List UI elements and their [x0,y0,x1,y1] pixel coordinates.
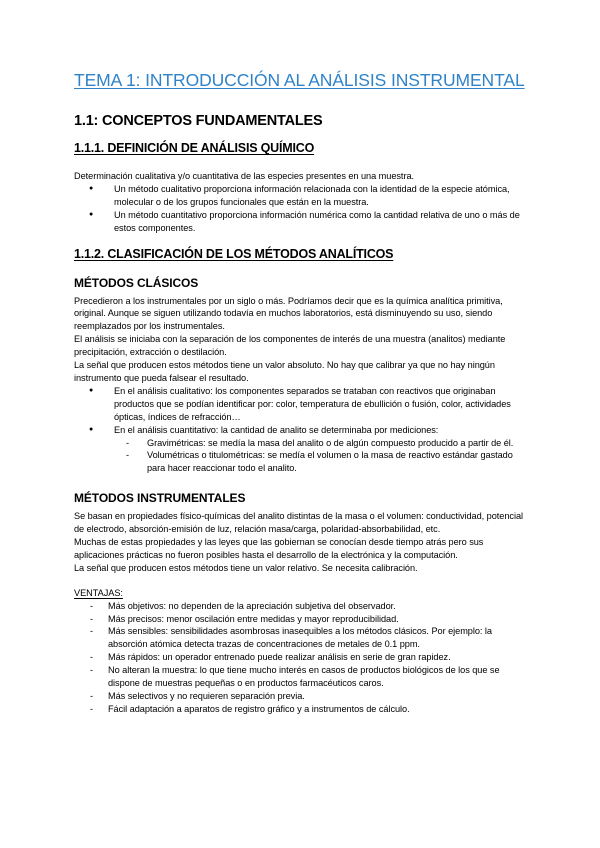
list-item: ● Un método cualitativo proporciona información relacionada con la identidad de la especie atómica, molecular o de los grupos funcionales que están en la muestra. [74,183,525,209]
list-item: - Volumétricas o titulométricas: se medía el volumen o la masa de reactivo estándar gastado para hacer reaccionar todo el analito. [74,449,525,475]
list-item: ● En el análisis cualitativo: los componentes separados se trataban con reactivos que originaban productos que se podían identificar por: color, temperatura de ebullición o fusión, color, actividades ópticas, índices de refracción… [74,385,525,424]
list-item: ● En el análisis cuantitativo: la cantidad de analito se determinaba por mediciones: [74,424,525,437]
paragraph: Precedieron a los instrumentales por un siglo o más. Podríamos decir que es la química analítica primitiva, original. Aunque se siguen utilizando todavía en muchos laboratorios, está disminuyendo su uso, siendo reemplazados por los instrumentales. [74,295,503,332]
list-item: - No alteran la muestra: lo que tiene mucho interés en casos de productos biológicos de los que se dispone de muestras pequeñas o en productos farmacéuticos caros. [74,664,525,690]
paragraph: El análisis se iniciaba con la separación de los componentes de interés de una muestra (analitos) mediante precipitación, extracción o destilación. [74,334,506,358]
paragraph: Muchas de estas propiedades y las leyes que las gobiernan se conocían desde tiempo atrás pero sus aplicaciones prácticas no fueron posibles hasta el desarrollo de la electrónica y la computación. [74,537,484,560]
paragraph: La señal que producen estos métodos tiene un valor relativo. Se necesita calibración. [74,562,418,573]
ventajas-list [74,600,525,716]
list-item: - Más sensibles: sensibilidades asombrosas inasequibles a los métodos clásicos. Por ejemplo: la absorción atómica detecta trazas de concentraciones de metales de 0.1 ppm. [74,625,525,651]
list-item: - Más precisos: menor oscilación entre medidas y mayor reproducibilidad. [74,613,525,626]
section-heading: 1.1: CONCEPTOS FUNDAMENTALES [74,113,323,129]
subsection-heading-definicion: 1.1.1. DEFINICIÓN DE ANÁLISIS QUÍMICO [74,141,315,155]
document-title: TEMA 1: INTRODUCCIÓN AL ANÁLISIS INSTRUMENTAL [74,70,525,90]
list-item: - Más selectivos y no requieren separación previa. [74,690,525,703]
list-item: - Fácil adaptación a aparatos de registro gráfico y a instrumentos de cálculo. [74,703,525,716]
subsection-heading-clasificacion: 1.1.2. CLASIFICACIÓN DE LOS MÉTODOS ANALÍTICOS [74,246,394,261]
list-item: ● Un método cuantitativo proporciona información numérica como la cantidad relativa de uno o más de estos componentes. [74,209,525,235]
list-item: - Más rápidos: un operador entrenado puede realizar análisis en serie de gran rapidez. [74,651,525,664]
dash-list [74,437,525,476]
heading-metodos-clasicos: MÉTODOS CLÁSICOS [74,275,199,290]
bullet-list [74,385,525,437]
ventajas-label: VENTAJAS: [74,587,123,598]
list-item: - Más objetivos: no dependen de la apreciación subjetiva del observador. [74,600,525,613]
paragraph: Se basan en propiedades físico-químicas del analito distintas de la masa o el volumen: conductividad, potencial de electrodo, absorción-emisión de luz, relación masa/carga, polaridad-absorbabilidad, etc. [74,511,523,535]
paragraph: La señal que producen estos métodos tiene un valor absoluto. No hay que calibrar ya que no hay ningún instrumento que pueda falsear el resultado. [74,360,495,383]
list-item: - Gravimétricas: se medía la masa del analito o de algún compuesto producido a partir de él. [74,437,525,450]
heading-metodos-instrumentales: MÉTODOS INSTRUMENTALES [74,491,246,506]
paragraph: Determinación cualitativa y/o cuantitativa de las especies presentes en una muestra. [74,171,415,181]
bullet-list [74,183,525,235]
